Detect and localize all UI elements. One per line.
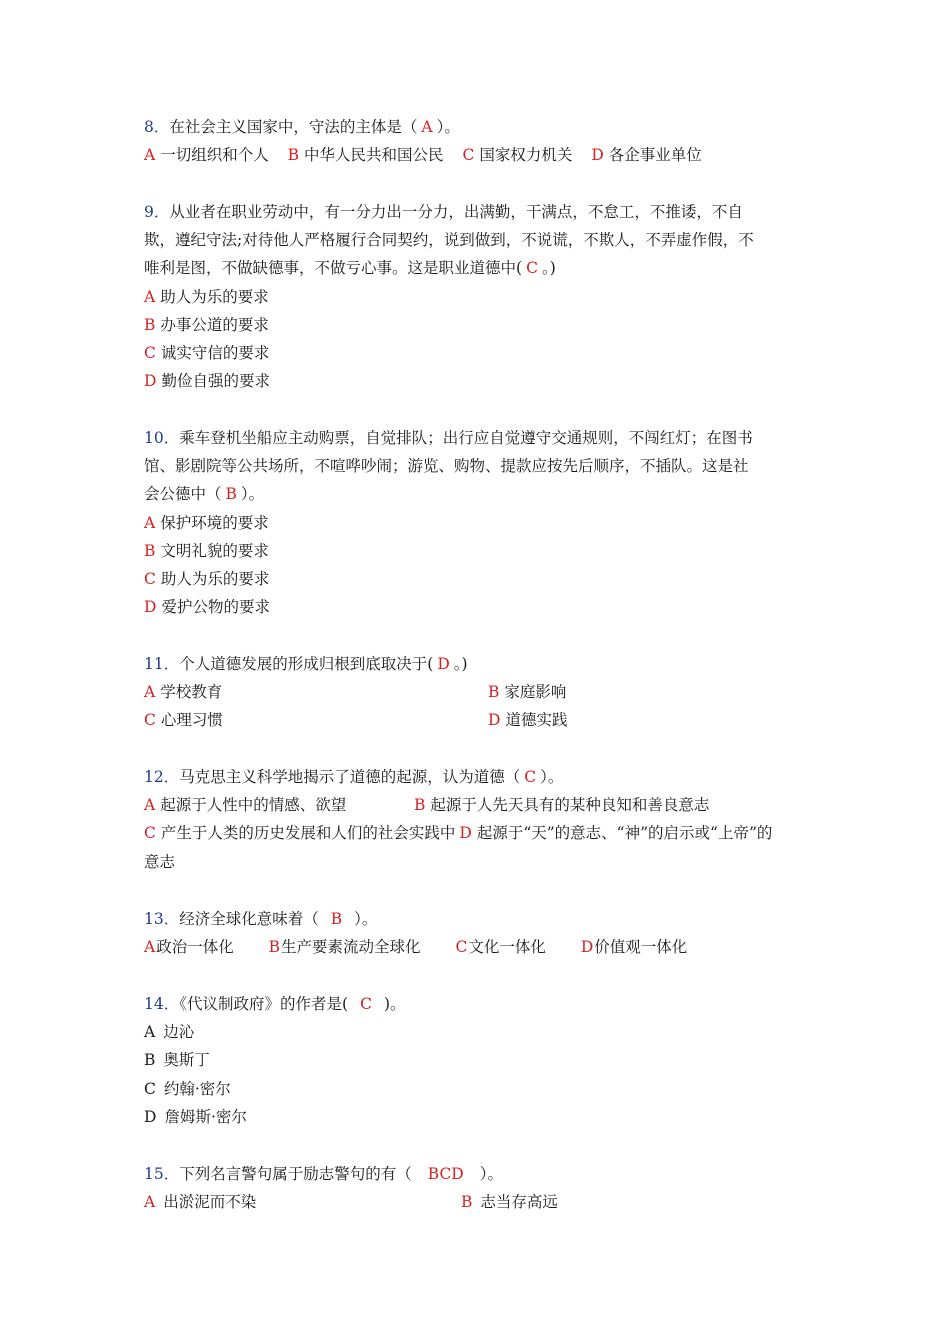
option-b: B 办事公道的要求 [144, 315, 269, 334]
question-number: 10 [144, 429, 164, 447]
option-c: C文化一体化 [455, 938, 546, 957]
question-stem: 14．《代议制政府》的作者是( C )。 [144, 995, 406, 1013]
answer: D [437, 655, 450, 673]
question-stem: 15．下列名言警句属于励志警句的有（ BCD ）。 [144, 1165, 503, 1183]
question-number: 12 [144, 768, 164, 786]
option-c: C 约翰·密尔 [144, 1079, 231, 1098]
option-b: B 中华人民共和国公民 [287, 146, 444, 165]
question-stem: 13．经济全球化意味着（ B ）。 [144, 910, 378, 928]
options-row [144, 933, 814, 961]
answer: C [526, 259, 538, 278]
question-12 [144, 763, 814, 876]
question-13 [144, 905, 814, 961]
question-9 [144, 198, 814, 395]
option-d-continuation: 意志 [144, 852, 176, 871]
question-number: 13 [144, 910, 164, 928]
option-b: B 文明礼貌的要求 [144, 541, 269, 560]
option-d: D 各企事业单位 [591, 146, 702, 165]
answer: B [330, 910, 343, 928]
option-c: C 国家权力机关 [462, 146, 573, 165]
answer: BCD [427, 1165, 464, 1183]
options-row [144, 791, 814, 819]
option-c: C 产生于人类的历史发展和人们的社会实践中 [144, 824, 456, 843]
question-number: 15 [144, 1165, 164, 1183]
question-number: 11 [144, 655, 164, 673]
option-d: D 詹姆斯·密尔 [144, 1107, 247, 1126]
option-b: B 家庭影响 [488, 683, 567, 702]
option-d: D价值观一体化 [580, 938, 688, 957]
option-b: B 起源于人先天具有的某种良知和善良意志 [414, 796, 710, 815]
option-a: A 起源于人性中的情感、欲望 [144, 796, 347, 815]
question-number: 9 [144, 203, 154, 221]
options-row [144, 706, 814, 734]
option-a: A政治一体化 [144, 938, 234, 957]
option-a: A 出淤泥而不染 [144, 1193, 257, 1212]
option-c: C 诚实守信的要求 [144, 343, 270, 362]
options-row [144, 819, 814, 847]
question-stem: 9．从业者在职业劳动中，有一分力出一分力，出满勤，干满点，不怠工，不推诿，不自 [144, 203, 743, 221]
option-d: D 勤俭自强的要求 [144, 372, 270, 391]
options-row [144, 1188, 814, 1216]
question-stem-line: 欺，遵纪守法;对待他人严格履行合同契约，说到做到，不说谎，不欺人，不弄虚作假，不 [144, 231, 754, 250]
option-c: C 助人为乐的要求 [144, 569, 270, 588]
answer: C [524, 768, 537, 786]
option-c: C 心理习惯 [144, 711, 223, 730]
question-10 [144, 424, 814, 621]
answer: A [421, 118, 433, 136]
option-b: B 奥斯丁 [144, 1051, 210, 1070]
question-14 [144, 990, 814, 1131]
option-a: A 助人为乐的要求 [144, 287, 269, 306]
question-stem: 8．在社会主义国家中，守法的主体是（ A ）。 [144, 118, 460, 136]
question-8 [144, 113, 814, 169]
question-11 [144, 650, 814, 735]
option-d: D 爱护公物的要求 [144, 598, 270, 617]
option-b: B 志当存高远 [461, 1193, 558, 1212]
question-stem: 11．个人道德发展的形成归根到底取决于( D 。) [144, 655, 468, 673]
answer: C [360, 995, 372, 1013]
question-stem: 10．乘车登机坐船应主动购票，自觉排队；出行应自觉遵守交通规则，不闯红灯；在图书 [144, 429, 753, 447]
option-d: D 起源于“天”的意志、“神”的启示或“上帝”的 [459, 824, 773, 843]
question-number: 8 [144, 118, 154, 136]
option-a: A 学校教育 [144, 683, 223, 702]
question-15 [144, 1160, 814, 1216]
question-stem: 12．马克思主义科学地揭示了道德的起源，认为道德（ C ）。 [144, 768, 564, 786]
option-d: D 道德实践 [488, 711, 568, 730]
question-stem-line: 馆、影剧院等公共场所，不喧哗吵闹；游览、购物、提款应按先后顺序，不插队。这是社 [144, 457, 749, 476]
answer: B [225, 485, 237, 504]
question-stem-line: 会公德中（ B ）。 [144, 485, 265, 504]
question-number: 14 [144, 995, 164, 1013]
option-a: A 保护环境的要求 [144, 513, 269, 532]
option-a: A 一切组织和个人 [144, 146, 269, 165]
options-row [144, 678, 814, 706]
option-a: A 边沁 [144, 1023, 195, 1042]
options-row [144, 141, 814, 169]
option-b: B生产要素流动全球化 [268, 938, 421, 957]
question-stem-line: 唯利是图，不做缺德事，不做亏心事。这是职业道德中( C 。) [144, 259, 556, 278]
